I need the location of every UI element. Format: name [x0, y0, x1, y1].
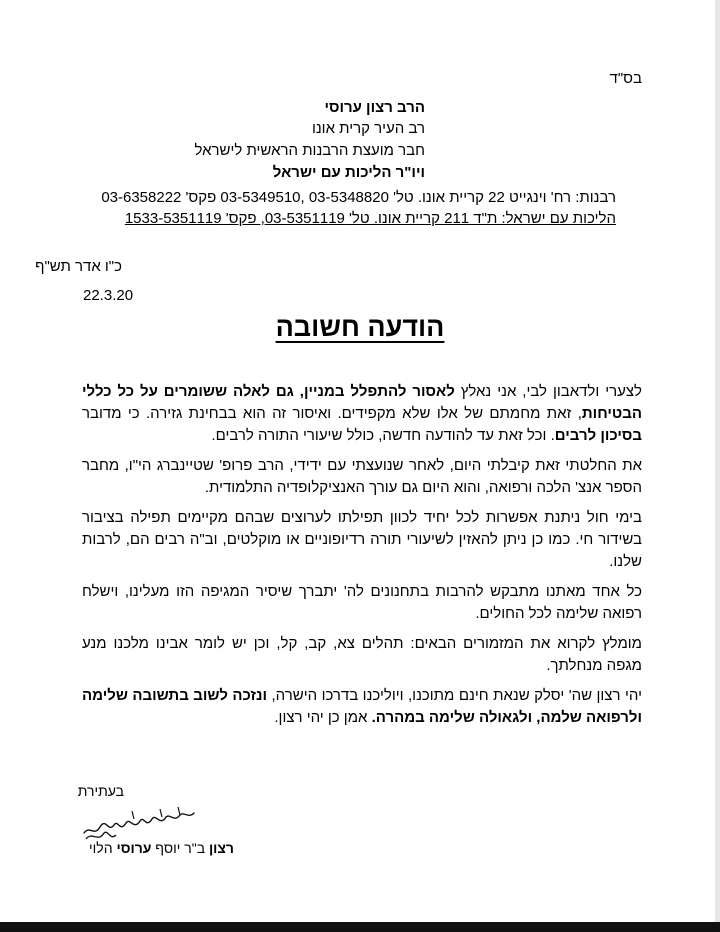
paragraph-4: כל אחד מאתנו מתבקש להרבות בתחנונים לה' יתברך שיסיר המגיפה הזו מעלינו, וישלח רפואה שלימה לכל החולים. — [82, 583, 642, 622]
p1-text-a: לצערי ולדאבון לבי, אני נאלץ — [454, 383, 642, 400]
closing-label: בעתירת — [77, 783, 124, 799]
document-title: הודעה חשובה — [275, 312, 445, 342]
letter-body — [82, 381, 642, 737]
paragraph-2: את החלטתי זאת קיבלתי היום, לאחר שנועצתי עם ידידי, הרב פרופ' שטיינברג הי"ו, מחבר הספר אנצ' הלכה ורפואה, והוא היום גם עורך האנציקלופדיה התלמודית. — [82, 457, 642, 496]
paragraph-3: בימי חול ניתנת אפשרות לכל יחיד לכוון תפילתו לערוצים שבהם מקיימים תפילה בציבור בשידור חי. כמו כן ניתן להאזין לשיעורי תורה רדיופוניים או מוקלטים, וב"ה רבים הם, לרבות שלנו. — [82, 509, 642, 570]
p1-bold-b: לאסור להתפלל במניין, גם לאלה ששומרים על כל כללי הבטיחות — [82, 383, 642, 422]
p6-bold-b: ונזכה לשוב בתשובה שלימה ולרפואה שלמה, ולגאולה שלימה במהרה. — [82, 687, 642, 726]
bsd-mark: בס"ד — [609, 70, 642, 87]
signer-name — [89, 840, 234, 856]
page-edge-right — [715, 0, 720, 932]
title-line-2: חבר מועצת הרבנות הראשית לישראל — [194, 142, 425, 159]
p1-text-e: . וכל זאת עד להודעה חדשה, כולל שיעורי התורה לרבים. — [211, 427, 555, 444]
title-line-3: ויו"ר הליכות עם ישראל — [272, 164, 425, 181]
paragraph-1 — [82, 381, 642, 447]
title-line-1: רב העיר קרית אונו — [311, 120, 425, 137]
page-edge-bottom — [0, 922, 720, 932]
rabbi-name: הרב רצון ערוסי — [324, 99, 425, 116]
paragraph-5: מומלץ לקרוא את המזמורים הבאים: תהלים צא, קב, קל, וכן יש לומר אבינו מלכנו מנע מגפה מנחלתך. — [82, 635, 642, 674]
gregorian-date: 22.3.20 — [83, 287, 134, 304]
handwritten-signature — [80, 803, 198, 845]
p1-text-c: , זאת מחמתם של אלו שלא מקפידים. ואיסור זה הוא בבחינת גזירה. כי מדובר — [82, 405, 582, 422]
signer-first: רצון — [208, 840, 234, 856]
hebrew-date: כ"ו אדר תש"ף — [35, 258, 122, 275]
address-line-1: רבנות: רח' וינגייט 22 קריית אונו. טל' 03-5348820 ,03-5349510 פקס' 03-6358222 — [101, 189, 616, 206]
p1-bold-d: בסיכון לרבים — [554, 427, 642, 444]
signer-surname: ערוסי — [116, 840, 152, 856]
p6-text-c: אמן כן יהי רצון. — [274, 709, 372, 726]
paragraph-6 — [82, 685, 642, 729]
signer-suffix: הלוי — [89, 840, 117, 856]
p6-text-a: יהי רצון שה' יסלק שנאת חינם מתוכנו, ויוליכנו בדרכו הישרה, — [267, 687, 642, 704]
signer-mid: ב"ר יוסף — [151, 840, 209, 856]
address-line-2: הליכות עם ישראל: ת"ד 211 קריית אונו. טל' 03-5351119, פקס' 1533-5351119 — [124, 210, 616, 227]
